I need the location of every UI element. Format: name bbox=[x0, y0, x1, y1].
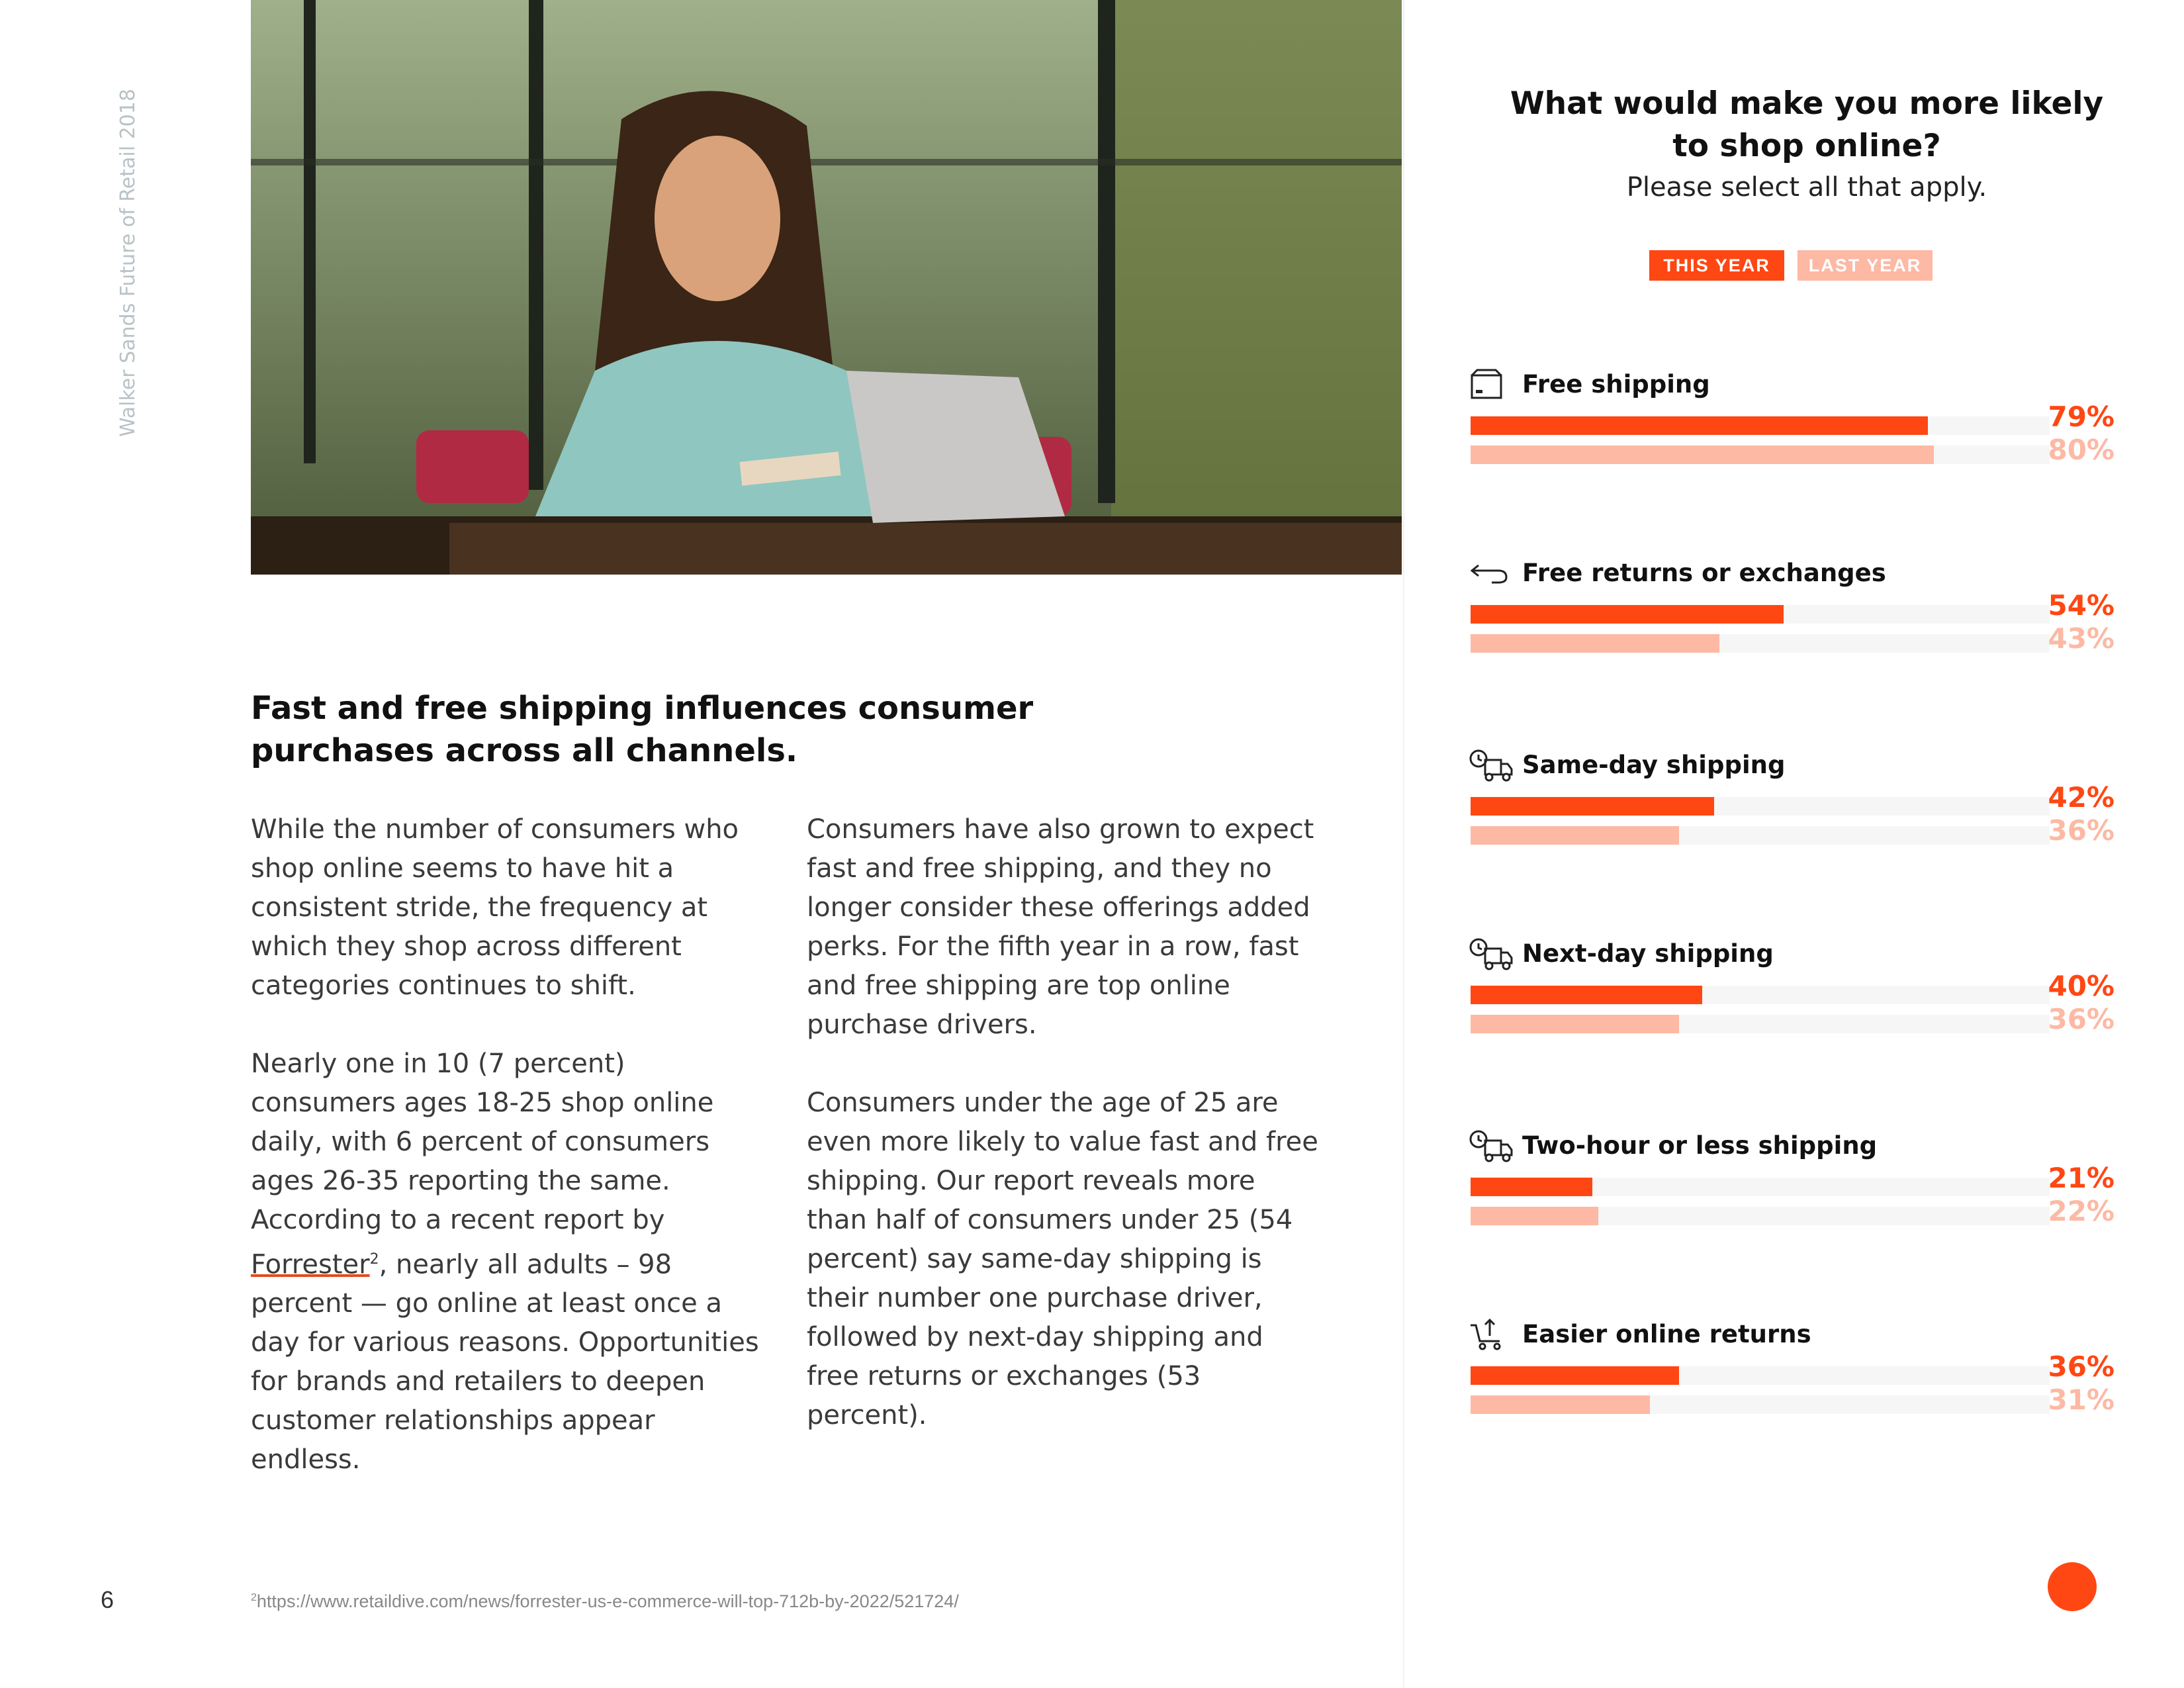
category-label: Free shipping bbox=[1522, 370, 1710, 399]
footnote-ref: 2 bbox=[369, 1251, 379, 1268]
paragraph: Consumers under the age of 25 are even more likely to value fast and free shipping. Our report reveals more than half of consumers under 25 (54 percent) say same-day shipping is their number one purchase driver, followed by next-day shipping and free returns or exchanges (53 percent). bbox=[807, 1088, 1318, 1430]
hero-photo bbox=[251, 0, 1402, 575]
bar-last-year bbox=[1471, 445, 1934, 464]
value-label-this-year: 42% bbox=[2048, 781, 2115, 814]
paragraph: Nearly one in 10 (7 percent) consumers ages 18-25 shop online daily, with 6 percent of consumers ages 26-35 reporting the same. According to a recent report by Forrester$^2$, nearly all adults – 98 percent — go online at least once a day for various reasons. Opportunities for brands and retailers to deepen customer relationships appear endless. bbox=[251, 1049, 759, 1476]
category-label: Two-hour or less shipping bbox=[1522, 1131, 1878, 1160]
bar-last-year bbox=[1471, 1395, 1650, 1414]
paragraph: While the number of consumers who shop online seems to have hit a consistent stride, the frequency at which they shop across different categories continues to shift. bbox=[251, 814, 739, 1001]
bar-last-year bbox=[1471, 1015, 1679, 1033]
category-label: Free returns or exchanges bbox=[1522, 559, 1886, 587]
chart-row bbox=[1469, 937, 2131, 1069]
legend-this-year: THIS YEAR bbox=[1649, 250, 1784, 281]
bar-this-year bbox=[1471, 416, 1928, 435]
clock-truck-icon bbox=[1469, 937, 1508, 971]
bar-track bbox=[1471, 1015, 2050, 1033]
value-label-last-year: 31% bbox=[2048, 1383, 2115, 1416]
value-label-last-year: 22% bbox=[2048, 1195, 2115, 1227]
bar-track bbox=[1471, 826, 2050, 845]
clock-truck-icon bbox=[1469, 1129, 1508, 1163]
side-label: Walker Sands Future of Retail 2018 bbox=[116, 89, 140, 437]
value-label-this-year: 40% bbox=[2048, 970, 2115, 1002]
bar-this-year bbox=[1471, 797, 1714, 816]
bar-track bbox=[1471, 634, 2050, 653]
chart-title: What would make you more likely to shop online? bbox=[1510, 85, 2104, 164]
value-label-this-year: 54% bbox=[2048, 589, 2115, 622]
chart-row bbox=[1469, 1129, 2131, 1261]
chart-row bbox=[1469, 1317, 2131, 1450]
category-label: Same-day shipping bbox=[1522, 751, 1786, 779]
bar-this-year bbox=[1471, 986, 1702, 1004]
bar-last-year bbox=[1471, 634, 1719, 653]
chart-row bbox=[1469, 367, 2131, 500]
body-column-left bbox=[251, 810, 767, 1519]
value-label-this-year: 21% bbox=[2048, 1162, 2115, 1194]
chart-row bbox=[1469, 748, 2131, 880]
chart-row bbox=[1469, 556, 2131, 688]
page-number: 6 bbox=[101, 1586, 114, 1613]
bar-this-year bbox=[1471, 1178, 1592, 1196]
value-label-last-year: 43% bbox=[2048, 622, 2115, 655]
value-label-this-year: 36% bbox=[2048, 1350, 2115, 1383]
bar-track bbox=[1471, 797, 2050, 816]
bar-this-year bbox=[1471, 605, 1784, 624]
legend-last-year: LAST YEAR bbox=[1797, 250, 1933, 281]
clock-truck-icon bbox=[1469, 748, 1508, 782]
bar-track bbox=[1471, 986, 2050, 1004]
bar-last-year bbox=[1471, 826, 1679, 845]
bar-track bbox=[1471, 1395, 2050, 1414]
forrester-link[interactable]: Forrester bbox=[251, 1249, 370, 1280]
footnote-url[interactable]: https://www.retaildive.com/news/forrester-us-e-commerce-will-top-712b-by-2022/521724/ bbox=[256, 1591, 959, 1611]
section-heading: Fast and free shipping influences consumer purchases across all channels. bbox=[251, 690, 1034, 769]
value-label-last-year: 36% bbox=[2048, 1003, 2115, 1035]
body-column-right bbox=[807, 810, 1323, 1474]
footnote: $^2$https://www.retaildive.com/news/forrester-us-e-commerce-will-top-712b-by-2022/521724/ bbox=[251, 1591, 959, 1611]
category-label: Easier online returns bbox=[1522, 1320, 1811, 1348]
bar-last-year bbox=[1471, 1207, 1598, 1225]
bar-track bbox=[1471, 445, 2050, 464]
return-arrow-icon bbox=[1469, 556, 1508, 590]
chart-subtitle: Please select all that apply. bbox=[1626, 172, 1987, 203]
bar-track bbox=[1471, 605, 2050, 624]
page-divider bbox=[1403, 0, 1404, 1688]
bar-track bbox=[1471, 1207, 2050, 1225]
box-icon bbox=[1469, 367, 1508, 402]
value-label-last-year: 36% bbox=[2048, 814, 2115, 847]
bar-this-year bbox=[1471, 1366, 1679, 1385]
value-label-this-year: 79% bbox=[2048, 400, 2115, 433]
walker-sands-logo bbox=[2048, 1562, 2097, 1611]
bar-track bbox=[1471, 1366, 2050, 1385]
bar-track bbox=[1471, 1178, 2050, 1196]
category-label: Next-day shipping bbox=[1522, 939, 1774, 968]
bar-track bbox=[1471, 416, 2050, 435]
paragraph: Consumers have also grown to expect fast and free shipping, and they no longer consider these offerings added perks. For the fifth year in a row, fast and free shipping are top online purchase drivers. bbox=[807, 814, 1314, 1040]
value-label-last-year: 80% bbox=[2048, 434, 2115, 466]
cart-return-icon bbox=[1469, 1317, 1508, 1352]
